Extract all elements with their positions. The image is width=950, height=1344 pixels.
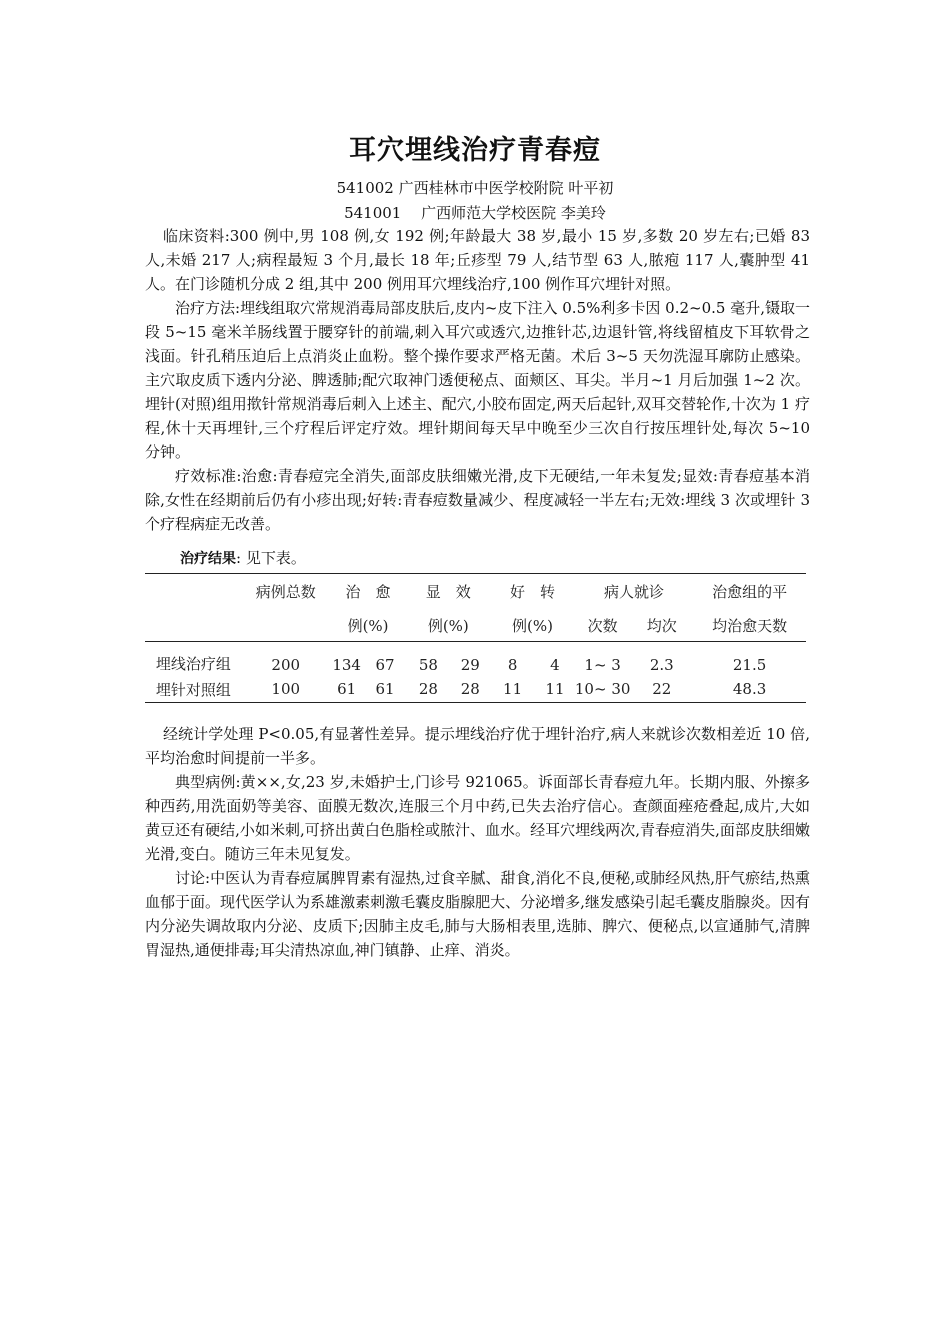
- cell: 2.3: [649, 656, 674, 674]
- cell: 28: [460, 680, 480, 698]
- results-label: 治疗结果: [180, 551, 236, 567]
- header-visit-count: 次数: [587, 616, 618, 635]
- header-visit-avg: 均次: [646, 616, 677, 635]
- results-caption: [180, 547, 306, 568]
- cell: 48.3: [732, 680, 767, 698]
- header-total-cases: 病例总数: [255, 582, 316, 601]
- paragraph-clinical-data: 临床资料:300 例中,男 108 例,女 192 例;年龄最大 38 岁,最小 15 岁,多数 20 岁左右;已婚 83 人,未婚 217 人;病程最短 3 个月,最长 18 年;丘疹型 79 人,结节型 63 人,脓疱 117 人,囊肿型 41 人。在门诊随机分成 2 组,其中 200 例用耳穴埋线治疗,100 例作耳穴埋针对照。: [145, 227, 810, 293]
- cell: 8: [507, 656, 518, 674]
- header-cured-unit: 例(%): [347, 616, 389, 635]
- results-text: : 见下表。: [236, 549, 306, 567]
- paragraph-typical-case: 典型病例:黄××,女,23 岁,未婚护士,门诊号 921065。诉面部长青春痘九年。长期内服、外擦多种西药,用洗面奶等美容、面膜无数次,连服三个月中药,已失去治疗信心。查颜面痤疮叠起,成片,大如黄豆还有硬结,小如米刺,可挤出黄白色脂栓或脓汁、血水。经耳穴埋线两次,青春痘消失,面部皮肤细嫩光滑,变白。随访三年未见复发。: [145, 773, 810, 863]
- body-top: [145, 224, 810, 536]
- header-cured: 治 愈: [345, 582, 391, 601]
- cell: 11: [503, 680, 523, 698]
- header-avg-days-2: 均治愈天数: [712, 616, 788, 635]
- cell: 28: [418, 680, 438, 698]
- header-improved-unit: 例(%): [512, 616, 554, 635]
- paragraph-statistics: 经统计学处理 P<0.05,有显著性差异。提示埋线治疗优于埋针治疗,病人来就诊次数相差近 10 倍,平均治愈时间提前一半多。: [145, 725, 810, 767]
- table-row: [145, 676, 806, 703]
- cell: 100: [271, 680, 301, 698]
- header-improved: 好 转: [510, 582, 556, 601]
- table-header-row-2: [145, 609, 806, 642]
- header-empty: [145, 573, 242, 609]
- author-line-2: 541001 广西师范大学校医院 李美玲: [344, 204, 606, 222]
- cell: 21.5: [732, 656, 767, 674]
- paragraph-treatment-method: 治疗方法:埋线组取穴常规消毒局部皮肤后,皮内~皮下注入 0.5%利多卡因 0.2~0.5 毫升,镊取一段 5~15 毫米羊肠线置于腰穿针的前端,刺入耳穴或透穴,边推针芯,边退针管,将线留植皮下耳软骨之浅面。针孔稍压迫后上点消炎止血粉。整个操作要求严格无菌。术后 3~5 天勿洗湿耳廓防止感染。主穴取皮质下透内分泌、脾透肺;配穴取神门透便秘点、面颊区、耳尖。半月~1 月后加强 1~2 次。埋针(对照)组用揿针常规消毒后刺入上述主、配穴,小胶布固定,两天后起针,双耳交替轮作,十次为 1 疗程,休十天再埋针,三个疗程后评定疗效。埋针期间每天早中晚至少三次自行按压埋针处,每次 5~10 分钟。: [145, 299, 810, 461]
- header-marked-unit: 例(%): [427, 616, 469, 635]
- cell: 4: [550, 656, 560, 674]
- header-avg-days: 治愈组的平: [712, 582, 788, 601]
- row-label: 埋针对照组: [155, 680, 231, 699]
- table-header-row-1: [145, 573, 806, 609]
- cell: 200: [271, 656, 301, 674]
- cell: 1~ 3: [584, 656, 621, 674]
- paragraph-discussion: 讨论:中医认为青春痘属脾胃素有湿热,过食辛腻、甜食,消化不良,便秘,或肺经风热,肝气瘀结,热熏血郁于面。现代医学认为系雄激素刺激毛囊皮脂腺肥大、分泌增多,继发感染引起毛囊皮脂腺炎。因有内分泌失调故取内分泌、皮质下;因肺主皮毛,肺与大肠相表里,选肺、脾穴、便秘点,以宣通肺气,清脾胃湿热,通便排毒;耳尖清热凉血,神门镇静、止痒、消炎。: [145, 869, 810, 959]
- cell: 22: [652, 680, 672, 698]
- row-label: 埋线治疗组: [155, 655, 231, 673]
- article-title: 耳穴埋线治疗青春痘: [349, 135, 601, 166]
- cell: 61: [337, 680, 357, 698]
- paragraph-efficacy-criteria: 疗效标准:治愈:青春痘完全消失,面部皮肤细嫩光滑,皮下无硬结,一年未复发;显效:青春痘基本消除,女性在经期前后仍有小疹出现;好转:青春痘数量减少、程度减轻一半左右;无效:埋线 3 次或埋针 3 个疗程病症无改善。: [145, 467, 810, 533]
- header-marked: 显 效: [425, 582, 471, 601]
- cell: 134: [332, 656, 361, 674]
- cell: 29: [460, 656, 480, 674]
- results-table: [145, 573, 806, 703]
- body-bottom: [145, 722, 810, 962]
- cell: 11: [545, 680, 565, 698]
- cell: 61: [375, 680, 395, 698]
- cell: 58: [418, 656, 438, 674]
- cell: 67: [375, 656, 395, 674]
- author-line-1: 541002 广西桂林市中医学校附院 叶平初: [336, 179, 614, 197]
- table-row: [145, 642, 806, 677]
- header-visits: 病人就诊: [604, 582, 665, 601]
- cell: 10~ 30: [574, 680, 631, 698]
